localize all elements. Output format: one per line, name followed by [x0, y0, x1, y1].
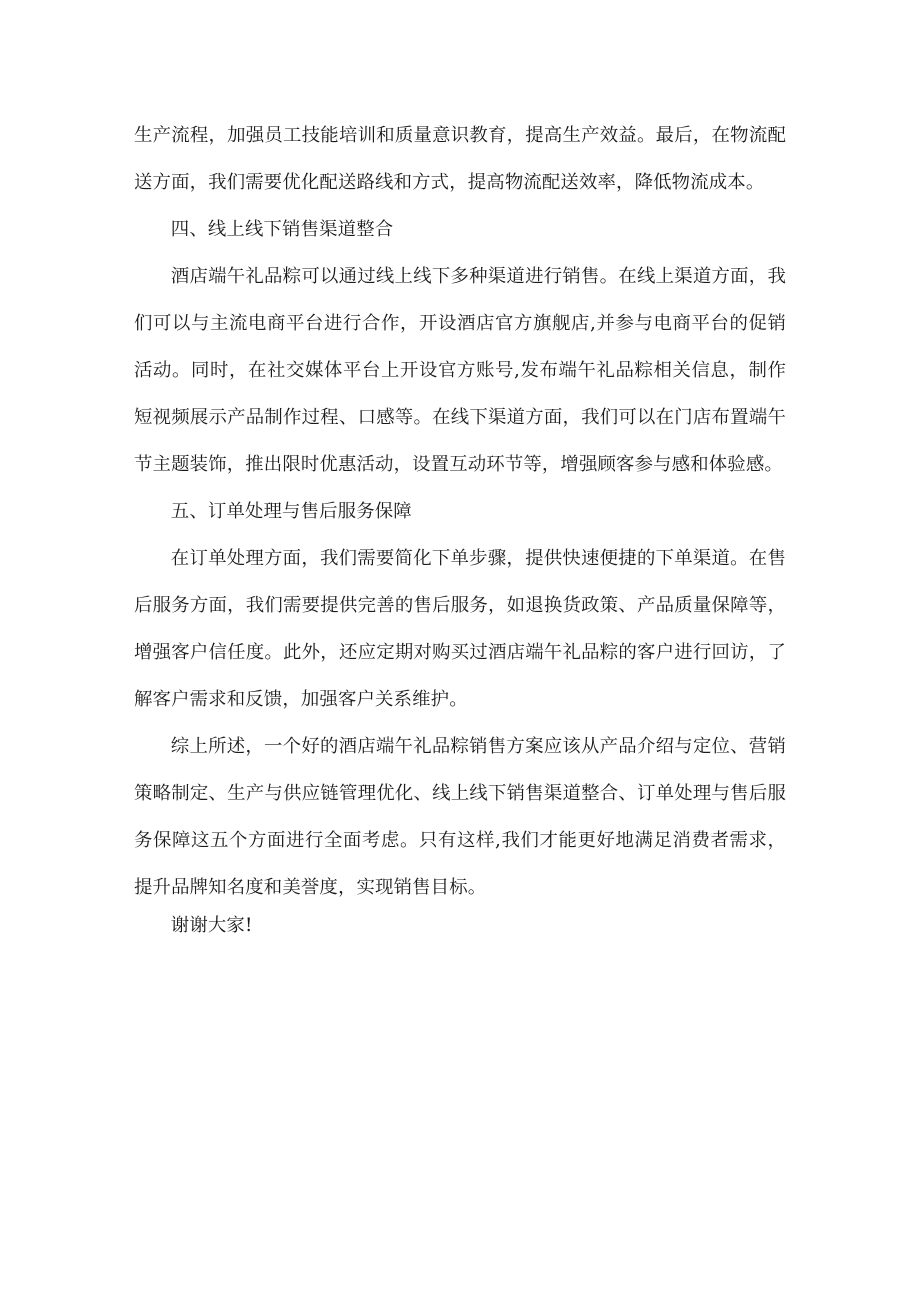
section-heading-online-offline: 四、线上线下销售渠道整合 — [170, 219, 394, 240]
closing-thanks: 谢谢大家! — [170, 915, 253, 936]
paragraph-continued: 生产流程，加强员工技能培训和质量意识教育，提高生产效益。最后，在物流配送方面，我们需要优化配送路线和方式，提高物流配送效率，降低物流成本。 — [134, 125, 786, 193]
paragraph-sales-channels: 酒店端午礼品粽可以通过线上线下多种渠道进行销售。在线上渠道方面，我们可以与主流电商平台进行合作，开设酒店官方旗舰店,并参与电商平台的促销活动。同时，在社交媒体平台上开设官方账号,发布端午礼品粽相关信息，制作短视频展示产品制作过程、口感等。在线下渠道方面，我们可以在门店布置端午节主题装饰，推出限时优惠活动，设置互动环节等，增强顾客参与感和体验感。 — [134, 266, 786, 475]
paragraph-summary: 综上所述，一个好的酒店端午礼品粽销售方案应该从产品介绍与定位、营销策略制定、生产与供应链管理优化、线上线下销售渠道整合、订单处理与售后服务保障这五个方面进行全面考虑。只有这样,我们才能更好地满足消费者需求，提升品牌知名度和美誉度，实现销售目标。 — [134, 736, 786, 898]
paragraph-order-service: 在订单处理方面，我们需要简化下单步骤，提供快速便捷的下单渠道。在售后服务方面，我们需要提供完善的售后服务，如退换货政策、产品质量保障等，增强客户信任度。此外，还应定期对购买过酒店端午礼品粽的客户进行回访，了解客户需求和反馈，加强客户关系维护。 — [134, 548, 786, 710]
section-heading-order-service: 五、订单处理与售后服务保障 — [170, 501, 412, 522]
